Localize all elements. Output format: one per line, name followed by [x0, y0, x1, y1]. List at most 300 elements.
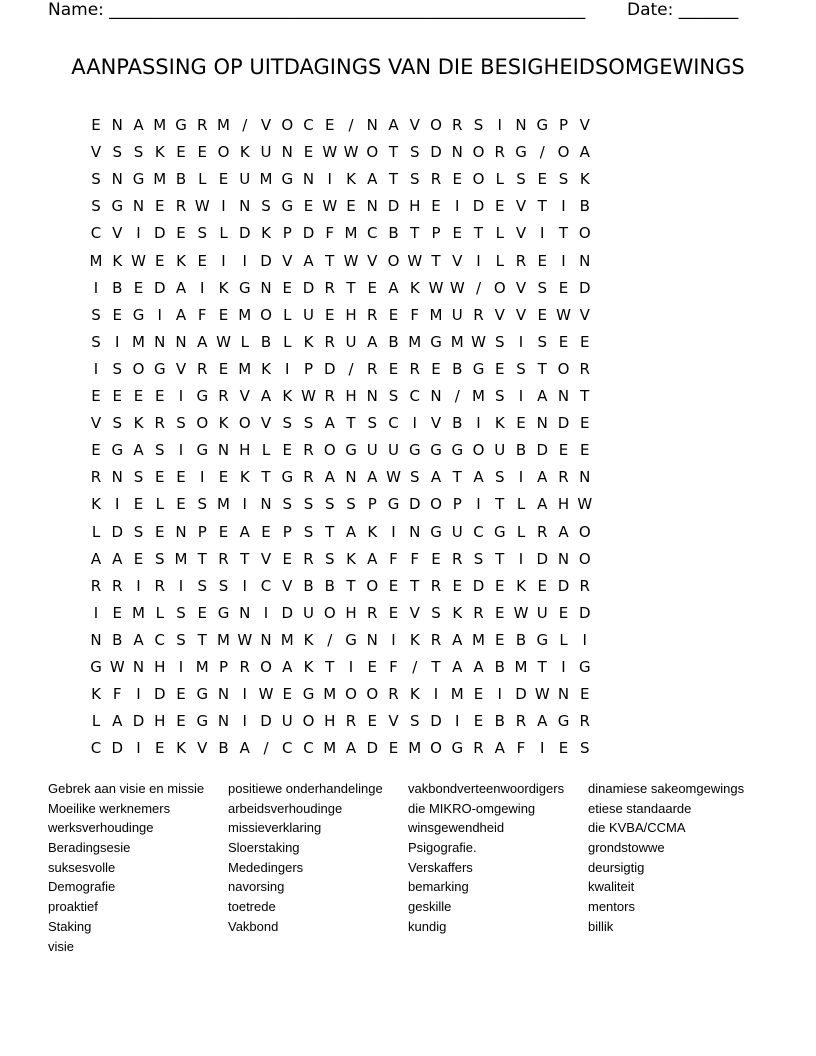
- grid-letter: A: [537, 712, 548, 731]
- grid-letter: C: [303, 739, 314, 758]
- grid-letter: H: [345, 305, 357, 324]
- grid-letter: N: [451, 143, 463, 162]
- grid-letter: G: [430, 332, 442, 351]
- grid-letter: R: [345, 712, 357, 731]
- grid-letter: E: [537, 305, 547, 324]
- page-title: AANPASSING OP UITDAGINGS VAN DIE BESIGHEIDSOMGEWINGS: [71, 55, 745, 79]
- grid-letter: G: [302, 685, 315, 704]
- grid-letter: U: [451, 522, 463, 541]
- grid-letter: N: [154, 332, 166, 351]
- grid-letter: G: [536, 116, 549, 134]
- grid-letter: A: [133, 441, 144, 460]
- grid-letter: E: [388, 576, 399, 595]
- grid-letter: P: [218, 658, 229, 676]
- grid-letter: U: [239, 170, 251, 189]
- grid-letter: T: [197, 630, 207, 649]
- grid-letter: S: [324, 549, 335, 568]
- grid-letter: K: [133, 414, 144, 433]
- grid-letter: E: [155, 468, 165, 487]
- grid-letter: I: [476, 251, 481, 270]
- grid-letter: M: [280, 630, 294, 649]
- grid-letter: T: [261, 468, 271, 487]
- grid-letter: I: [391, 522, 396, 541]
- grid-letter: L: [155, 495, 164, 514]
- grid-letter: U: [303, 603, 314, 622]
- grid-letter: B: [515, 630, 527, 649]
- grid-letter: U: [451, 305, 463, 324]
- grid-letter: U: [536, 603, 548, 622]
- grid-letter: C: [473, 522, 484, 541]
- grid-letter: I: [242, 251, 247, 270]
- grid-letter: E: [495, 359, 505, 378]
- grid-letter: E: [218, 170, 229, 189]
- grid-letter: R: [579, 359, 590, 378]
- grid-letter: S: [431, 603, 441, 622]
- grid-letter: V: [494, 305, 505, 324]
- grid-letter: R: [452, 116, 463, 134]
- grid-letter: N: [579, 251, 591, 270]
- grid-letter: T: [197, 549, 207, 568]
- grid-letter: I: [561, 251, 566, 270]
- grid-letter: A: [324, 468, 335, 487]
- grid-letter: E: [558, 603, 569, 622]
- grid-letter: L: [261, 441, 271, 460]
- grid-letter: E: [367, 712, 377, 731]
- grid-letter: I: [115, 495, 120, 514]
- grid-letter: S: [176, 603, 186, 622]
- grid-letter: E: [176, 495, 186, 514]
- grid-letter: C: [367, 224, 378, 243]
- grid-letter: M: [238, 305, 252, 324]
- grid-letter: G: [90, 658, 102, 676]
- grid-letter: K: [154, 143, 165, 162]
- grid-letter: R: [579, 576, 590, 595]
- grid-letter: /: [475, 278, 482, 297]
- grid-letter: A: [282, 658, 293, 676]
- grid-letter: G: [451, 441, 464, 460]
- word-list-item: die KVBA/CCMA: [588, 820, 686, 836]
- grid-letter: V: [430, 414, 442, 433]
- word-list-item: suksesvolle: [48, 859, 116, 875]
- grid-letter: K: [239, 143, 250, 162]
- grid-letter: N: [557, 685, 570, 704]
- grid-letter: S: [197, 224, 208, 243]
- grid-letter: I: [391, 630, 396, 649]
- grid-letter: E: [282, 441, 292, 460]
- grid-letter: I: [221, 197, 226, 216]
- grid-letter: T: [410, 576, 420, 595]
- grid-letter: K: [452, 603, 463, 622]
- grid-letter: M: [217, 495, 230, 514]
- word-list-item: Moeilike werknemers: [48, 800, 171, 816]
- grid-letter: B: [260, 332, 272, 351]
- word-list-item: kwaliteit: [588, 879, 635, 895]
- grid-letter: B: [494, 658, 505, 676]
- word-list-item: winsgewendheid: [408, 820, 505, 836]
- grid-letter: G: [196, 441, 209, 460]
- grid-letter: O: [387, 251, 400, 270]
- grid-letter: E: [133, 278, 144, 297]
- date-field-label: Date: _______: [627, 0, 739, 20]
- word-list-item: billik: [588, 918, 614, 934]
- grid-letter: E: [197, 143, 207, 162]
- grid-letter: I: [285, 359, 290, 378]
- grid-letter: N: [260, 495, 272, 514]
- grid-letter: E: [155, 387, 165, 405]
- word-list-item: navorsing: [228, 879, 285, 895]
- grid-letter: A: [473, 658, 484, 676]
- grid-letter: R: [367, 305, 378, 324]
- grid-letter: H: [345, 387, 357, 405]
- grid-letter: S: [303, 495, 314, 514]
- grid-letter: U: [281, 712, 293, 731]
- grid-letter: S: [494, 387, 505, 405]
- grid-letter: S: [154, 441, 165, 460]
- grid-letter: E: [197, 251, 207, 270]
- word-list-item: Vakbond: [228, 918, 279, 934]
- grid-letter: S: [516, 170, 526, 189]
- grid-letter: /: [348, 359, 354, 378]
- grid-letter: E: [197, 603, 207, 622]
- grid-letter: R: [303, 549, 314, 568]
- grid-letter: H: [409, 197, 421, 216]
- grid-letter: D: [557, 414, 570, 433]
- grid-letter: U: [303, 305, 314, 324]
- grid-letter: T: [410, 224, 420, 243]
- grid-letter: R: [218, 549, 229, 568]
- grid-letter: W: [301, 387, 316, 405]
- grid-letter: M: [450, 685, 464, 704]
- grid-letter: M: [238, 359, 252, 378]
- grid-letter: I: [136, 224, 141, 243]
- grid-letter: W: [513, 603, 529, 622]
- grid-letter: R: [473, 305, 484, 324]
- word-list-item: etiese standaarde: [588, 800, 692, 816]
- grid-letter: E: [431, 197, 441, 216]
- grid-letter: E: [346, 197, 356, 216]
- grid-letter: D: [557, 576, 570, 595]
- grid-letter: G: [557, 712, 570, 731]
- grid-letter: M: [195, 658, 209, 676]
- grid-letter: W: [109, 658, 125, 676]
- grid-letter: E: [495, 630, 505, 649]
- grid-letter: E: [282, 685, 292, 704]
- grid-letter: V: [515, 197, 527, 216]
- grid-letter: R: [367, 359, 378, 378]
- grid-letter: W: [386, 468, 401, 487]
- grid-letter: D: [387, 197, 400, 216]
- grid-letter: L: [495, 251, 504, 270]
- grid-letter: K: [409, 278, 420, 297]
- grid-letter: O: [260, 658, 272, 676]
- grid-letter: E: [388, 739, 399, 758]
- grid-letter: V: [452, 251, 463, 270]
- grid-letter: F: [197, 305, 207, 324]
- grid-letter: N: [557, 387, 570, 405]
- word-list-item: Verskaffers: [408, 859, 473, 875]
- grid-letter: W: [194, 197, 210, 216]
- grid-letter: S: [133, 522, 144, 541]
- grid-letter: B: [303, 576, 314, 595]
- grid-letter: I: [540, 224, 545, 243]
- name-field-label: Name: ________________________________________________________: [48, 0, 586, 20]
- grid-letter: O: [196, 414, 209, 433]
- grid-letter: A: [537, 468, 548, 487]
- grid-letter: E: [473, 685, 484, 704]
- grid-letter: B: [452, 359, 463, 378]
- grid-letter: E: [303, 143, 314, 162]
- grid-letter: O: [493, 278, 506, 297]
- grid-letter: E: [303, 197, 314, 216]
- grid-letter: M: [323, 739, 337, 758]
- grid-letter: P: [367, 495, 377, 514]
- word-list-item: Demografie: [48, 879, 116, 895]
- grid-letter: V: [579, 305, 590, 324]
- grid-letter: E: [112, 387, 122, 405]
- grid-letter: K: [91, 495, 101, 514]
- grid-letter: A: [367, 332, 378, 351]
- grid-letter: E: [325, 116, 335, 134]
- grid-letter: O: [578, 224, 591, 243]
- grid-letter: I: [242, 495, 247, 514]
- grid-letter: T: [346, 414, 356, 433]
- grid-letter: P: [282, 224, 292, 243]
- grid-letter: V: [197, 739, 208, 758]
- grid-letter: M: [174, 549, 188, 568]
- grid-letter: R: [324, 387, 335, 405]
- grid-letter: B: [388, 224, 399, 243]
- grid-letter: S: [494, 332, 505, 351]
- grid-letter: K: [303, 630, 314, 649]
- grid-letter: S: [91, 170, 101, 189]
- grid-letter: S: [112, 414, 123, 433]
- grid-letter: G: [132, 305, 145, 324]
- grid-letter: R: [430, 576, 442, 595]
- grid-letter: I: [242, 576, 247, 595]
- grid-letter: N: [366, 630, 378, 649]
- grid-letter: W: [216, 332, 231, 351]
- grid-letter: E: [367, 278, 377, 297]
- grid-letter: I: [497, 685, 502, 704]
- grid-letter: E: [431, 549, 441, 568]
- grid-letter: U: [494, 441, 506, 460]
- grid-letter: S: [346, 495, 356, 514]
- grid-letter: K: [494, 414, 505, 433]
- grid-letter: N: [557, 549, 570, 568]
- grid-letter: K: [367, 522, 378, 541]
- word-list-item: arbeidsverhoudinge: [228, 800, 343, 816]
- grid-letter: H: [239, 441, 251, 460]
- grid-letter: A: [112, 549, 123, 568]
- grid-letter: G: [238, 278, 251, 297]
- grid-letter: W: [131, 251, 146, 270]
- grid-letter: /: [242, 116, 248, 134]
- word-list-item: proaktief: [48, 899, 98, 915]
- grid-letter: E: [218, 522, 229, 541]
- grid-letter: R: [197, 116, 208, 134]
- grid-letter: A: [367, 468, 378, 487]
- grid-letter: I: [178, 441, 184, 460]
- grid-letter: I: [476, 495, 481, 514]
- grid-letter: D: [260, 712, 272, 731]
- grid-letter: T: [346, 278, 356, 297]
- grid-letter: L: [516, 495, 526, 514]
- grid-letter: A: [239, 522, 250, 541]
- grid-letter: A: [452, 658, 463, 676]
- grid-letter: E: [473, 712, 484, 731]
- grid-letter: E: [176, 685, 186, 704]
- grid-letter: F: [410, 305, 420, 324]
- word-list-item: Beradingsesie: [48, 840, 131, 856]
- grid-letter: E: [155, 522, 165, 541]
- grid-letter: E: [537, 251, 547, 270]
- word-list-item: werksverhoudinge: [48, 820, 154, 836]
- grid-letter: U: [388, 441, 399, 460]
- grid-letter: I: [518, 332, 524, 351]
- grid-letter: S: [303, 522, 314, 541]
- grid-letter: K: [112, 251, 123, 270]
- grid-letter: E: [282, 278, 292, 297]
- grid-letter: O: [366, 576, 379, 595]
- grid-letter: A: [494, 739, 505, 758]
- grid-letter: T: [388, 143, 399, 162]
- grid-letter: I: [157, 305, 162, 324]
- grid-letter: R: [154, 576, 165, 595]
- grid-letter: W: [556, 305, 571, 324]
- grid-letter: D: [366, 739, 379, 758]
- grid-letter: E: [580, 685, 590, 704]
- grid-letter: E: [558, 739, 569, 758]
- grid-letter: A: [239, 739, 250, 758]
- grid-letter: A: [345, 739, 357, 758]
- grid-letter: R: [388, 685, 399, 704]
- grid-letter: S: [112, 359, 123, 378]
- grid-letter: G: [196, 387, 209, 405]
- grid-letter: I: [178, 658, 184, 676]
- grid-letter: I: [93, 278, 99, 297]
- grid-letter: I: [561, 197, 566, 216]
- word-list-item: visie: [48, 938, 75, 954]
- grid-letter: /: [539, 143, 545, 162]
- grid-letter: M: [450, 332, 464, 351]
- grid-letter: C: [388, 414, 399, 433]
- grid-letter: N: [260, 278, 272, 297]
- grid-letter: R: [579, 712, 590, 731]
- grid-letter: I: [518, 387, 524, 405]
- grid-letter: T: [495, 549, 505, 568]
- grid-letter: O: [345, 685, 357, 704]
- grid-letter: O: [281, 116, 294, 134]
- grid-letter: A: [133, 116, 144, 134]
- grid-letter: S: [154, 549, 165, 568]
- grid-letter: I: [327, 170, 332, 189]
- grid-letter: S: [282, 495, 293, 514]
- grid-letter: A: [388, 278, 399, 297]
- word-list-item: Gebrek aan visie en missie: [48, 781, 205, 796]
- grid-letter: P: [303, 359, 314, 378]
- grid-letter: E: [537, 576, 547, 595]
- grid-letter: D: [111, 522, 124, 541]
- grid-letter: S: [91, 197, 101, 216]
- grid-letter: M: [323, 685, 337, 704]
- grid-letter: D: [281, 603, 294, 622]
- grid-letter: I: [242, 712, 247, 731]
- grid-letter: D: [472, 197, 485, 216]
- grid-letter: E: [516, 414, 526, 433]
- grid-letter: K: [579, 170, 590, 189]
- grid-letter: P: [558, 116, 569, 134]
- grid-letter: L: [283, 305, 292, 324]
- grid-letter: I: [412, 414, 417, 433]
- grid-letter: D: [430, 143, 442, 162]
- grid-letter: U: [345, 332, 357, 351]
- grid-letter: V: [367, 251, 378, 270]
- grid-letter: N: [217, 685, 230, 704]
- grid-letter: K: [239, 468, 250, 487]
- grid-letter: A: [452, 630, 463, 649]
- grid-letter: T: [495, 495, 505, 514]
- grid-letter: I: [582, 630, 587, 649]
- grid-letter: W: [449, 278, 465, 297]
- grid-letter: K: [303, 332, 314, 351]
- grid-letter: C: [154, 630, 165, 649]
- grid-letter: O: [366, 685, 379, 704]
- grid-letter: S: [282, 414, 293, 433]
- grid-letter: D: [430, 712, 442, 731]
- grid-letter: O: [323, 441, 336, 460]
- grid-letter: W: [343, 143, 359, 162]
- word-list-item: mentors: [588, 899, 635, 915]
- grid-letter: E: [282, 549, 292, 568]
- grid-letter: L: [155, 603, 164, 622]
- grid-letter: L: [198, 170, 207, 189]
- grid-letter: G: [536, 630, 549, 649]
- grid-letter: G: [387, 495, 400, 514]
- grid-letter: V: [260, 116, 272, 134]
- grid-letter: E: [112, 305, 122, 324]
- grid-letter: I: [518, 468, 524, 487]
- grid-letter: I: [348, 658, 354, 676]
- grid-letter: R: [303, 441, 314, 460]
- word-list-column: [228, 779, 408, 937]
- grid-letter: S: [133, 468, 144, 487]
- grid-letter: D: [238, 224, 251, 243]
- grid-letter: D: [132, 712, 145, 731]
- grid-letter: A: [579, 143, 590, 162]
- grid-letter: A: [260, 387, 272, 405]
- grid-letter: E: [537, 170, 547, 189]
- grid-letter: B: [112, 630, 123, 649]
- grid-letter: V: [239, 387, 250, 405]
- grid-letter: I: [561, 658, 566, 676]
- grid-letter: D: [153, 685, 166, 704]
- grid-letter: H: [345, 603, 357, 622]
- grid-letter: E: [388, 359, 399, 378]
- grid-letter: M: [429, 305, 443, 324]
- grid-letter: K: [176, 739, 186, 758]
- grid-letter: M: [132, 332, 145, 351]
- grid-letter: R: [218, 387, 229, 405]
- grid-letter: E: [558, 332, 569, 351]
- grid-letter: D: [578, 603, 591, 622]
- grid-letter: S: [261, 197, 271, 216]
- word-list-item: toetrede: [228, 899, 276, 915]
- grid-letter: E: [558, 441, 569, 460]
- grid-letter: N: [132, 658, 145, 676]
- grid-letter: G: [493, 522, 506, 541]
- grid-letter: N: [90, 630, 102, 649]
- grid-letter: E: [452, 170, 462, 189]
